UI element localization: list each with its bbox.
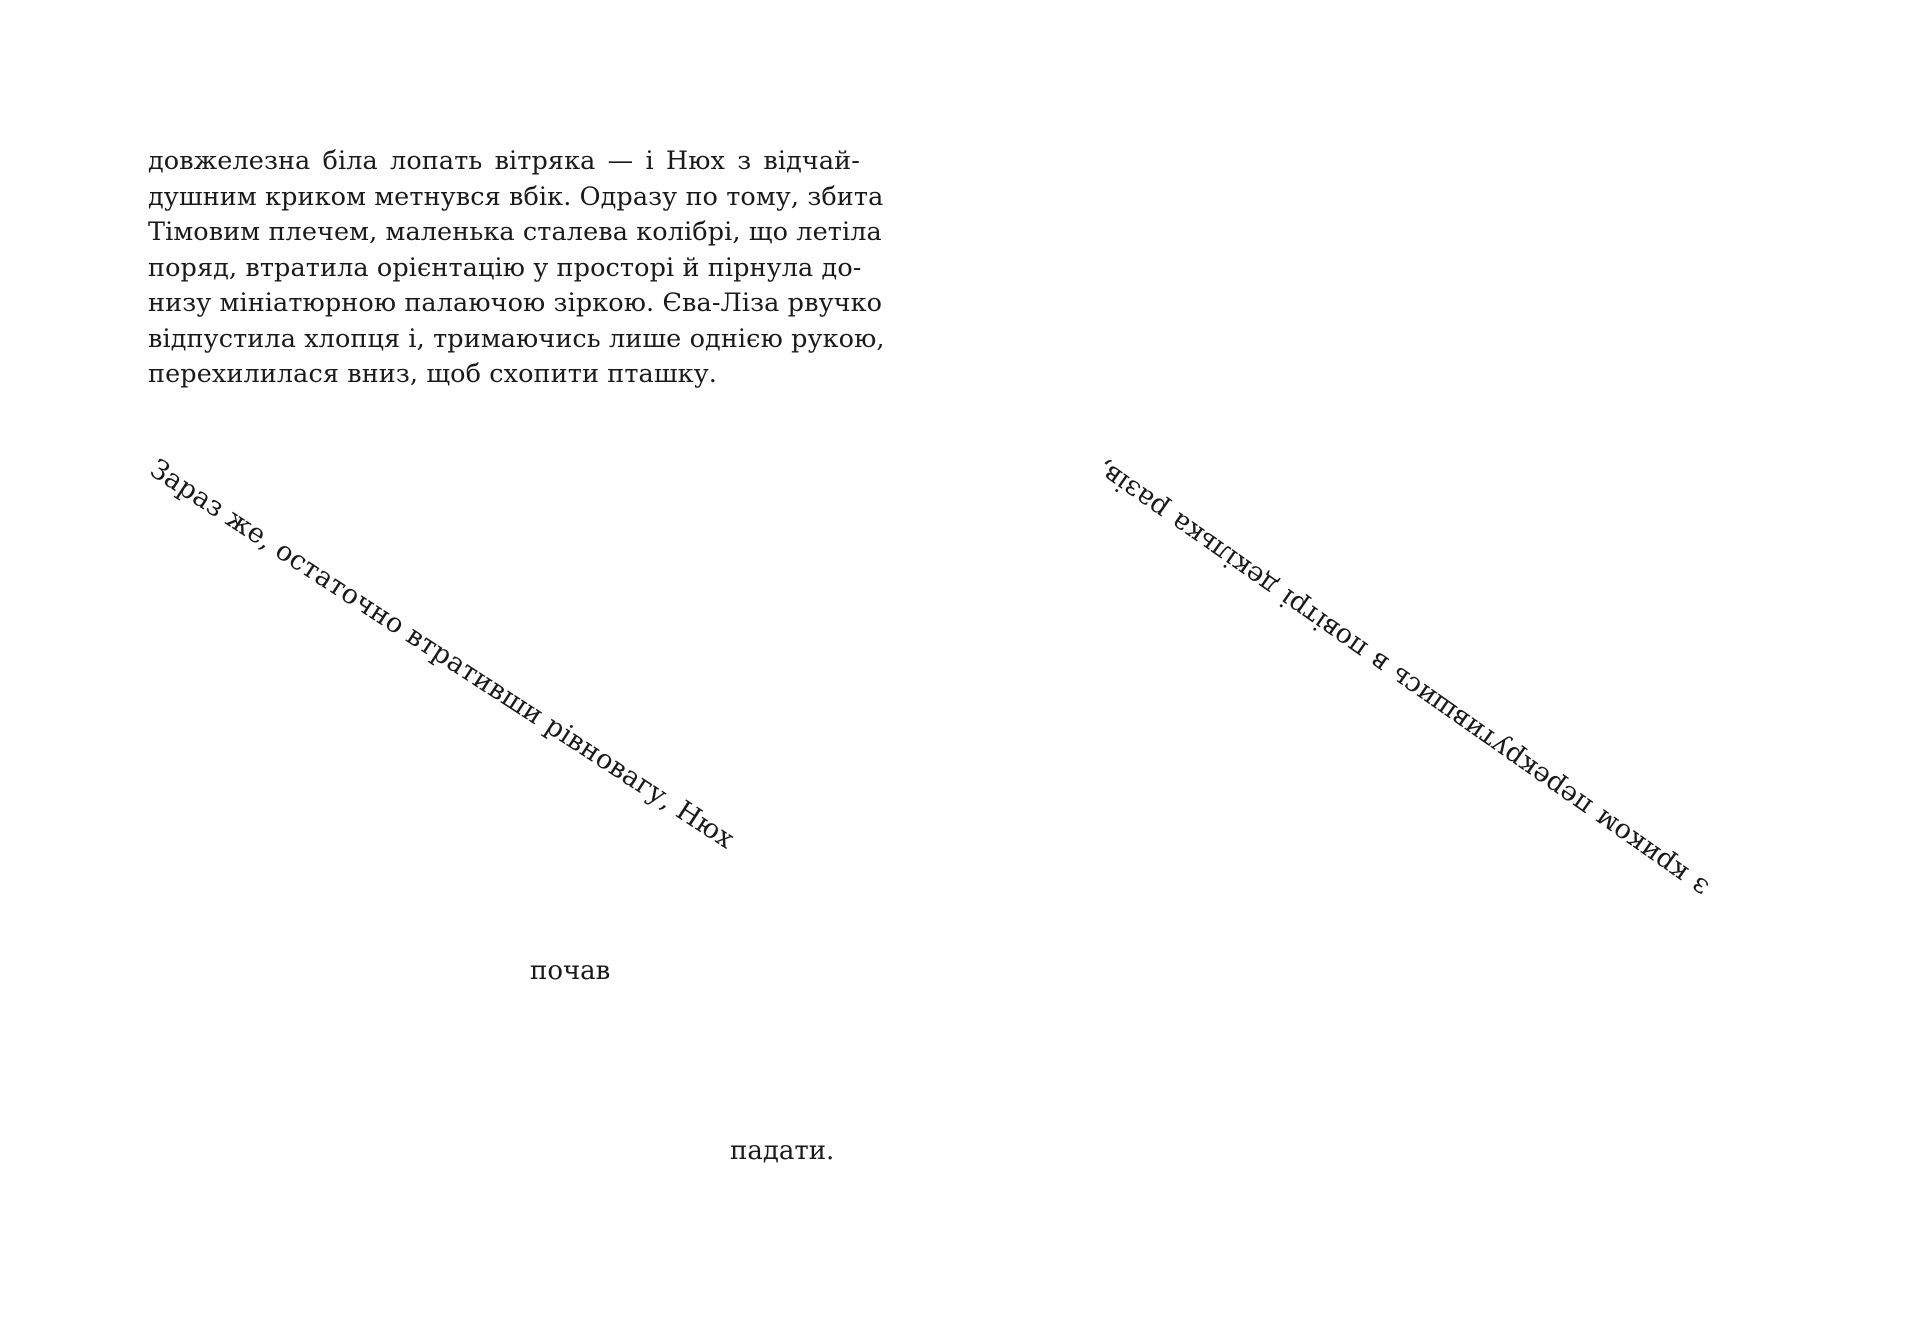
paragraph-line: низу мініатюрною палаючою зіркою. Єва-Ліза рвучко [148, 288, 883, 318]
paragraph-line: Тімовим плечем, маленька сталева колібрі, що летіла [148, 217, 882, 247]
paragraph-line: душним криком метнувся вбік. Одразу по тому, збита [148, 181, 884, 212]
paragraph-line: поряд, втратила орієнтацію у просторі й пірнула до- [148, 252, 862, 283]
diagonal-text-left: Зараз же, остаточно втративши рівновагу, Нюх [144, 453, 740, 856]
paragraph-line: відпустила хлопця і, тримаючись лише однією рукою, [148, 323, 885, 354]
falling-word-fall: падати. [730, 1136, 835, 1166]
diagonal-text-right-upside-down: з криком перекрутившись в повітрі декілька разів, [1090, 453, 1715, 904]
paragraph-line: довжелезна біла лопать вітряка — і Нюх з відчай- [148, 146, 860, 176]
right-page [960, 0, 1920, 1325]
paragraph-line: перехилилася вниз, щоб схопити пташку. [148, 359, 718, 389]
body-paragraph [148, 144, 885, 393]
falling-word-started: почав [530, 956, 611, 986]
